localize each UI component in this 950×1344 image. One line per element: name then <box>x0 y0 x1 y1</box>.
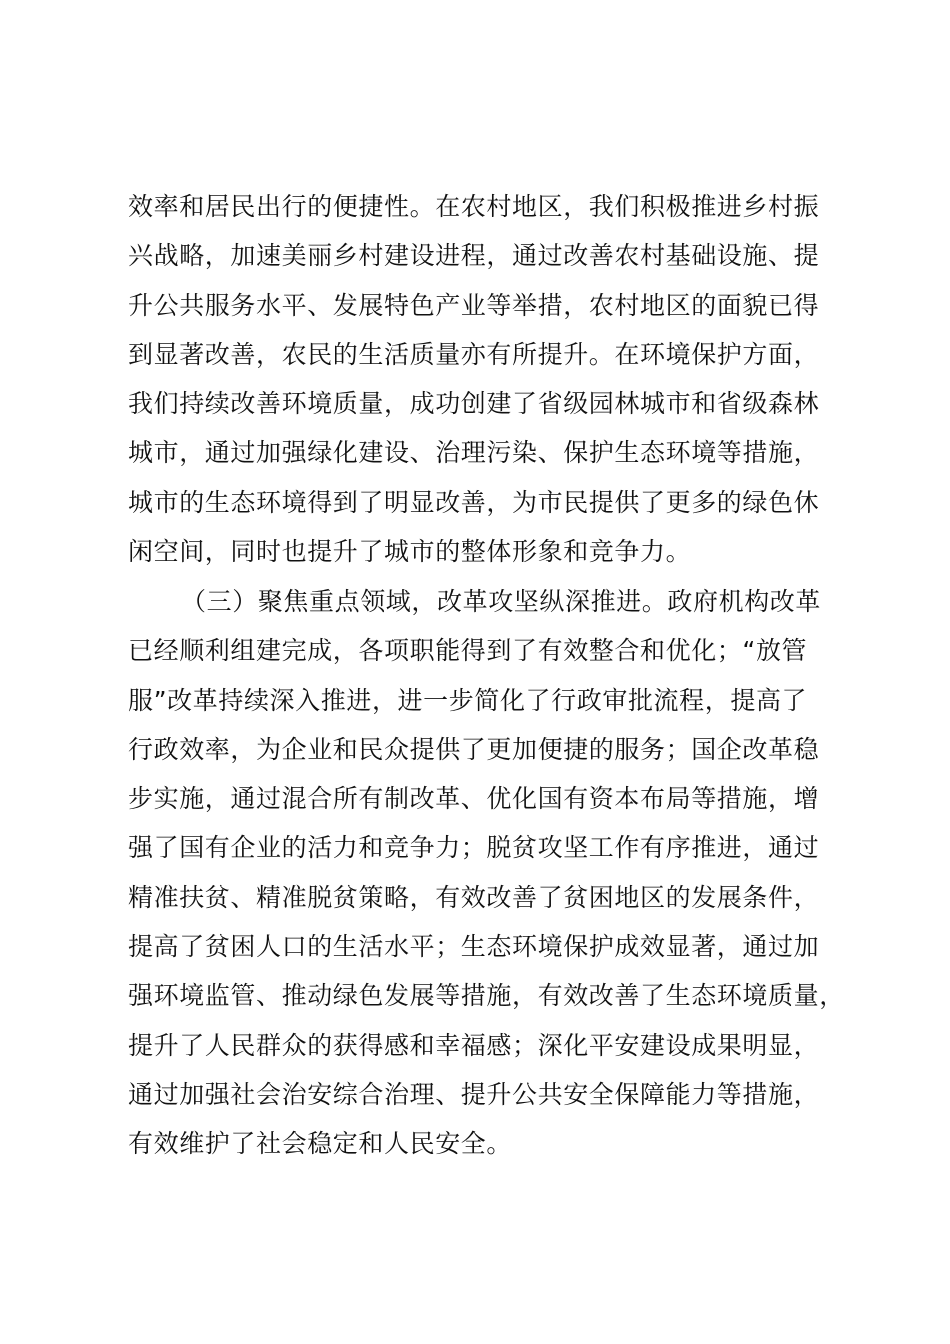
text-line: 通过加强社会治安综合治理、提升公共安全保障能力等措施， <box>128 1079 820 1109</box>
text-line: 城市，通过加强绿化建设、治理污染、保护生态环境等措施， <box>128 438 820 468</box>
text-line: 精准扶贫、精准脱贫策略，有效改善了贫困地区的发展条件， <box>128 882 820 912</box>
text-line: 城市的生态环境得到了明显改善，为市民提供了更多的绿色休 <box>128 487 820 517</box>
section-heading-line: （三）聚焦重点领域，改革攻坚纵深推进。政府机构改革 <box>181 587 822 616</box>
paragraph-continued <box>128 182 868 576</box>
text-line: 服”改革持续深入推进，进一步简化了行政审批流程，提高了 <box>128 685 808 715</box>
text-line: 行政效率，为企业和民众提供了更加便捷的服务；国企改革稳 <box>128 734 820 764</box>
text-line: 强了国有企业的活力和竞争力；脱贫攻坚工作有序推进，通过 <box>128 833 820 863</box>
text-line: 效率和居民出行的便捷性。在农村地区，我们积极推进乡村振 <box>128 192 820 221</box>
text-line: 有效维护了社会稳定和人民安全。 <box>128 1129 513 1159</box>
text-line: 兴战略，加速美丽乡村建设进程，通过改善农村基础设施、提 <box>128 241 820 271</box>
text-line: 我们持续改善环境质量，成功创建了省级园林城市和省级森林 <box>128 389 820 419</box>
text-line: 升公共服务水平、发展特色产业等举措，农村地区的面貌已得 <box>128 290 820 320</box>
paragraph-section-three <box>128 577 868 1169</box>
text-line: 到显著改善，农民的生活质量亦有所提升。在环境保护方面， <box>128 339 820 369</box>
text-line: 闲空间，同时也提升了城市的整体形象和竞争力。 <box>128 537 692 567</box>
text-line: 步实施，通过混合所有制改革、优化国有资本布局等措施，增 <box>128 784 820 814</box>
text-line: 提高了贫困人口的生活水平；生态环境保护成效显著，通过加 <box>128 932 820 962</box>
text-line: 已经顺利组建完成，各项职能得到了有效整合和优化；“放管 <box>128 636 808 666</box>
text-line: 提升了人民群众的获得感和幸福感；深化平安建设成果明显， <box>128 1030 820 1060</box>
text-line: 强环境监管、推动绿色发展等措施，有效改善了生态环境质量， <box>128 981 845 1011</box>
